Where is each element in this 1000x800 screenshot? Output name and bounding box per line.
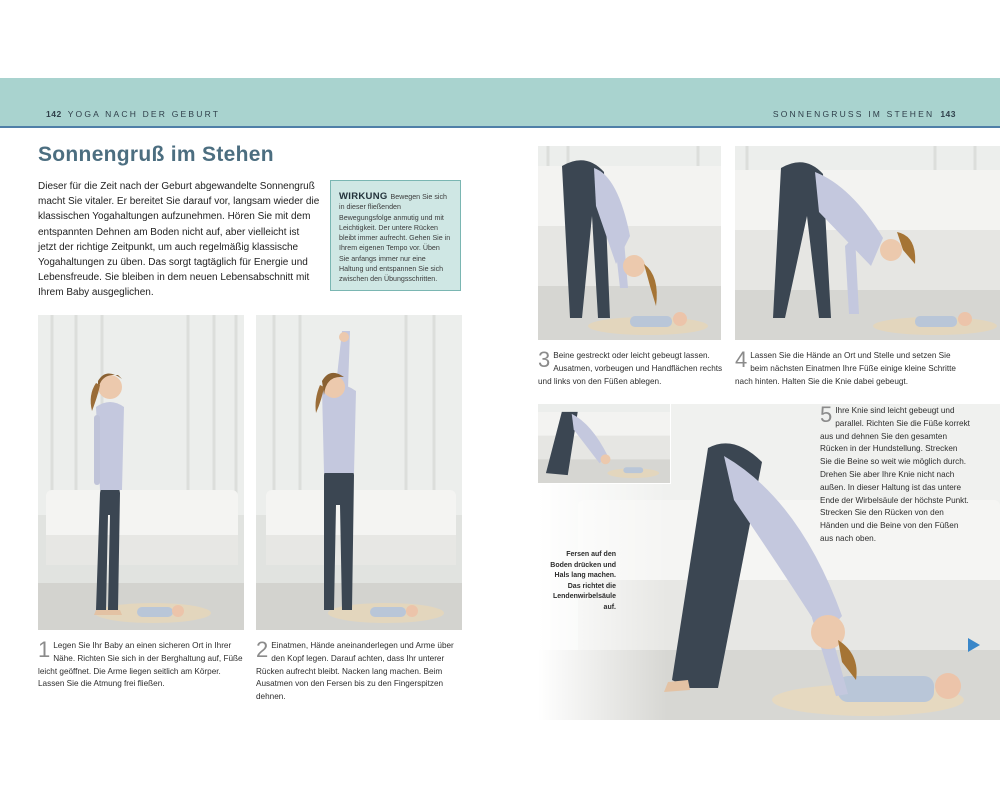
photo-step-2 bbox=[256, 315, 462, 630]
article-title: Sonnengruß im Stehen bbox=[38, 143, 274, 166]
step-2-number: 2 bbox=[256, 637, 269, 662]
step-1-text: Legen Sie Ihr Baby an einen sicheren Ort in Ihrer Nähe. Richten Sie sich in der Berghaltung auf, Füße leicht geöffnet. Die Arme liegen seitlich am Körper. Lassen Sie die Atmung frei fließen. bbox=[38, 641, 243, 689]
step-4-number: 4 bbox=[735, 347, 748, 372]
step-2-caption bbox=[256, 637, 468, 704]
step-2-text: Einatmen, Hände aneinanderlegen und Arme über den Kopf legen. Darauf achten, dass Ihr unterer Rücken aufrecht bleibt. Nacken lang machen. Beim Ausatmen von den Fersen bis zu den Fingerspitzen dehnen. bbox=[256, 641, 454, 702]
running-header-left bbox=[40, 109, 220, 119]
step-1-caption bbox=[38, 637, 244, 691]
step-5-text: Ihre Knie sind leicht gebeugt und parallel. Richten Sie die Füße korrekt aus und dehnen Sie den gesamten Rücken in der Hundstellung. Strecken Sie die Beine so weit wie möglich durch. Drehen Sie aber Ihre Knie nicht nach außen. In dieser Haltung ist das untere Ende der Wirbelsäule der höchste Punkt. Strecken Sie den Rücken von den Händen und die Beine von den Füßen aus nach oben. bbox=[820, 406, 970, 543]
step-5-number: 5 bbox=[820, 402, 833, 427]
page-number-right: 143 bbox=[940, 109, 956, 119]
wirkung-box bbox=[330, 180, 461, 291]
header-rule bbox=[0, 126, 1000, 128]
wirkung-label: WIRKUNG bbox=[339, 191, 388, 202]
wirkung-text: Bewegen Sie sich in dieser fließenden Bewegungsfolge anmutig und mit Leichtigkeit. Der untere Rücken bleibt immer aufrecht. Gehen Sie in Ihrem eigenen Tempo vor. Üben Sie anfangs immer nur eine Haltung und entspannen Sie sich zwischen den Übungsschritten. bbox=[339, 193, 451, 284]
step-3-number: 3 bbox=[538, 347, 551, 372]
page-number-left: 142 bbox=[46, 109, 62, 119]
photo-step-5-thumbnail bbox=[538, 404, 671, 484]
play-triangle-icon[interactable] bbox=[968, 638, 980, 652]
step-4-text: Lassen Sie die Hände an Ort und Stelle und setzen Sie beim nächsten Einatmen Ihre Füße einige kleine Schritte nach hinten. Halten Sie die Knie dabei gebeugt. bbox=[735, 351, 956, 386]
running-title-right: SONNENGRUSS IM STEHEN bbox=[772, 109, 935, 119]
running-title-left: YOGA NACH DER GEBURT bbox=[67, 109, 221, 119]
step-3-text: Beine gestreckt oder leicht gebeugt lassen. Ausatmen, vorbeugen und Handflächen rechts und links von den Füßen ablegen. bbox=[538, 351, 723, 386]
step-4-caption bbox=[735, 347, 967, 388]
photo-step-4 bbox=[735, 146, 1000, 340]
step-3-caption bbox=[538, 347, 723, 388]
intro-paragraph: Dieser für die Zeit nach der Geburt abgewandelte Sonnengruß macht Sie vitaler. Er bereitet Sie darauf vor, langsam wieder die klassischen Yogahaltungen aufzunehmen. Hören Sie mit dem entspannten Dehnen am Boden nicht auf, aber vielleicht ist jetzt der richtige Zeitpunkt, um auch regelmäßig klassische Yogahaltungen zu üben. Das sorgt tagtäglich für Energie und Lebensfreude. Sie bleiben in dem neuen Lebensabschnitt mit Ihrem Baby ausgeglichen. bbox=[38, 181, 320, 299]
step-1-number: 1 bbox=[38, 637, 51, 662]
photo-step-1 bbox=[38, 315, 244, 630]
photo-step-3 bbox=[538, 146, 721, 340]
photo-annotation: Fersen auf den Boden drücken und Hals lang machen. Das richtet die Lendenwirbelsäule auf. bbox=[550, 551, 616, 611]
header-band bbox=[0, 78, 1000, 128]
step-5-caption bbox=[820, 402, 970, 546]
running-header-right bbox=[773, 109, 962, 119]
